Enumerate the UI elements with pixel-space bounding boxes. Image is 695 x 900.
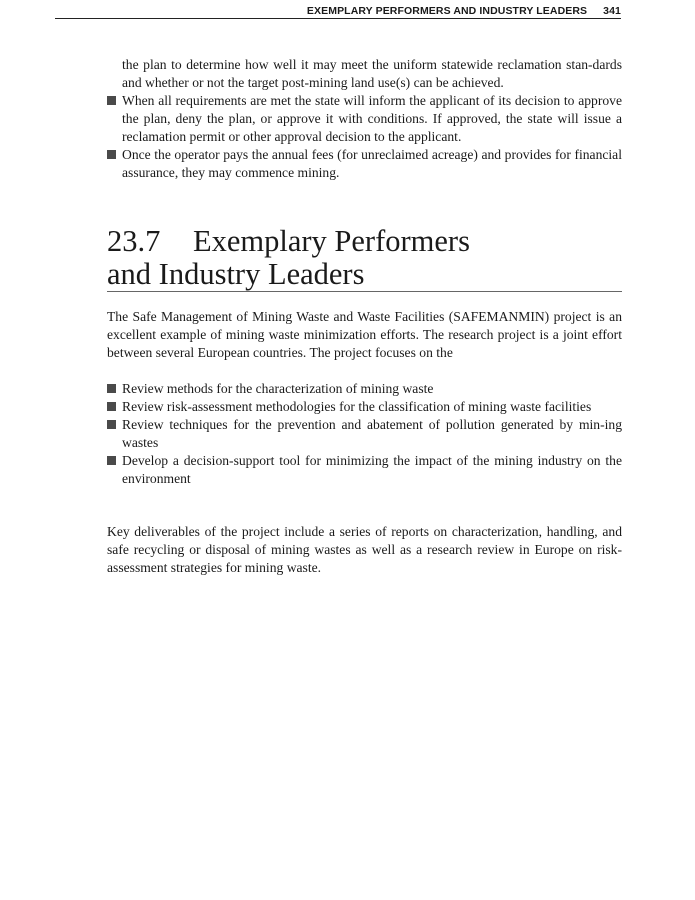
square-bullet-icon: [107, 96, 116, 105]
list-item: [107, 452, 622, 488]
section-heading: [107, 225, 622, 292]
running-head: [55, 4, 621, 19]
continued-text: [107, 56, 622, 92]
square-bullet-icon: [107, 420, 116, 429]
focus-bullet-list: [107, 380, 622, 488]
bullet-text: Once the operator pays the annual fees (for unreclaimed acreage) and provides for financial assurance, they may commence mining.: [122, 147, 622, 180]
section-number: 23.7: [107, 224, 161, 258]
list-item: [107, 398, 622, 416]
bullet-text: Review techniques for the prevention and abatement of pollution generated by min-ing wastes: [122, 417, 622, 450]
intro-paragraph: The Safe Management of Mining Waste and Waste Facilities (SAFEMANMIN) project is an excellent example of mining waste minimization efforts. The research project is a joint effort between several European countries. The project focuses on the: [107, 309, 622, 360]
square-bullet-icon: [107, 456, 116, 465]
closing-paragraph: Key deliverables of the project include a series of reports on characterization, handling, and safe recycling or disposal of mining wastes as well as a research review in Europe on risk-assessment strategies for mining waste.: [107, 524, 622, 575]
bullet-text: Develop a decision-support tool for minimizing the impact of the mining industry on the environment: [122, 453, 622, 486]
list-item: [107, 380, 622, 398]
top-bullet-list: [107, 92, 622, 182]
list-item: [107, 92, 622, 146]
page-number: 341: [603, 5, 621, 17]
bullet-text: When all requirements are met the state will inform the applicant of its decision to approve the plan, deny the plan, or approve it with conditions. If approved, the state will issue a reclamation permit or other approval decision to the applicant.: [122, 93, 622, 144]
square-bullet-icon: [107, 402, 116, 411]
continuation-paragraph: the plan to determine how well it may meet the uniform statewide reclamation stan-dards and whether or not the target post-mining land use(s) can be achieved.: [122, 57, 622, 90]
intro-text: [107, 308, 622, 362]
section-title-line1: Exemplary Performers: [193, 224, 470, 258]
square-bullet-icon: [107, 150, 116, 159]
bullet-text: Review risk-assessment methodologies for the classification of mining waste facilities: [122, 399, 592, 414]
running-head-title: EXEMPLARY PERFORMERS AND INDUSTRY LEADERS: [306, 5, 588, 17]
list-item: [107, 146, 622, 182]
section-heading-line1: [107, 225, 622, 258]
bullet-text: Review methods for the characterization of mining waste: [122, 381, 434, 396]
list-item: [107, 416, 622, 452]
section-title-line2: and Industry Leaders: [107, 257, 365, 291]
closing-text: [107, 523, 622, 577]
square-bullet-icon: [107, 384, 116, 393]
